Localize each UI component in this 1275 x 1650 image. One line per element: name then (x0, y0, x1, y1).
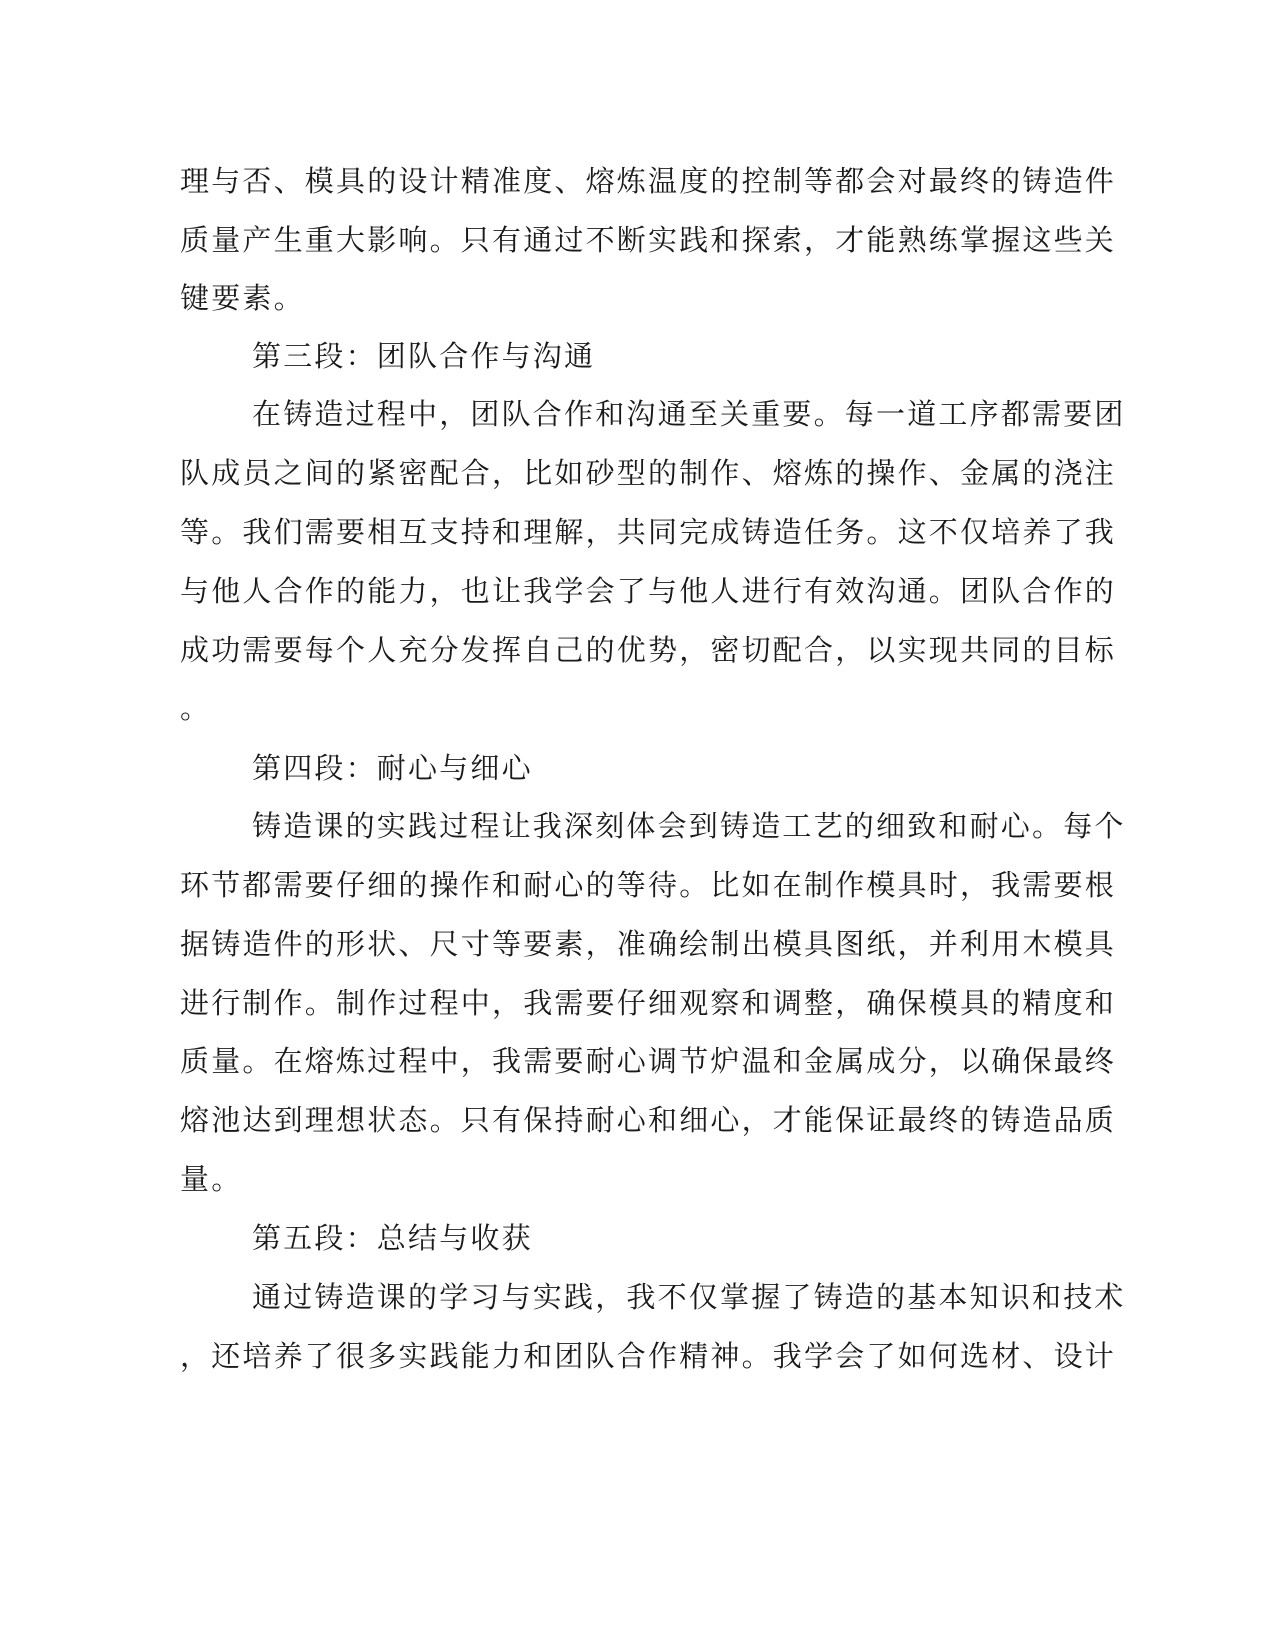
section-heading: 第五段：总结与收获 (252, 1221, 533, 1255)
text-line: 键要素。 (180, 281, 305, 315)
section-heading: 第四段：耐心与细心 (252, 751, 533, 785)
text-line: 在铸造过程中，团队合作和沟通至关重要。每一道工序都需要团 (252, 397, 1126, 431)
text-line: 与他人合作的能力，也让我学会了与他人进行有效沟通。团队合作的 (180, 574, 1117, 608)
text-line: 据铸造件的形状、尺寸等要素，准确绘制出模具图纸，并利用木模具 (180, 927, 1117, 961)
text-line: 等。我们需要相互支持和理解，共同完成铸造任务。这不仅培养了我 (180, 515, 1117, 549)
text-line: 质量。在熔炼过程中，我需要耐心调节炉温和金属成分，以确保最终 (180, 1044, 1117, 1078)
text-line: 队成员之间的紧密配合，比如砂型的制作、熔炼的操作、金属的浇注 (180, 456, 1117, 490)
text-line: 熔池达到理想状态。只有保持耐心和细心，才能保证最终的铸造品质 (180, 1103, 1117, 1137)
text-line: 铸造课的实践过程让我深刻体会到铸造工艺的细致和耐心。每个 (252, 809, 1126, 843)
text-line: 成功需要每个人充分发挥自己的优势，密切配合，以实现共同的目标 (180, 633, 1117, 667)
text-line: 进行制作。制作过程中，我需要仔细观察和调整，确保模具的精度和 (180, 986, 1117, 1020)
text-line: 理与否、模具的设计精准度、熔炼温度的控制等都会对最终的铸造件 (180, 164, 1117, 198)
text-line: 量。 (180, 1162, 243, 1196)
text-line: ，还培养了很多实践能力和团队合作精神。我学会了如何选材、设计 (180, 1339, 1117, 1373)
text-line: 。 (180, 691, 212, 725)
section-heading: 第三段：团队合作与沟通 (252, 339, 596, 373)
text-line: 通过铸造课的学习与实践，我不仅掌握了铸造的基本知识和技术 (252, 1280, 1126, 1314)
text-line: 质量产生重大影响。只有通过不断实践和探索，才能熟练掌握这些关 (180, 223, 1117, 257)
text-line: 环节都需要仔细的操作和耐心的等待。比如在制作模具时，我需要根 (180, 868, 1117, 902)
